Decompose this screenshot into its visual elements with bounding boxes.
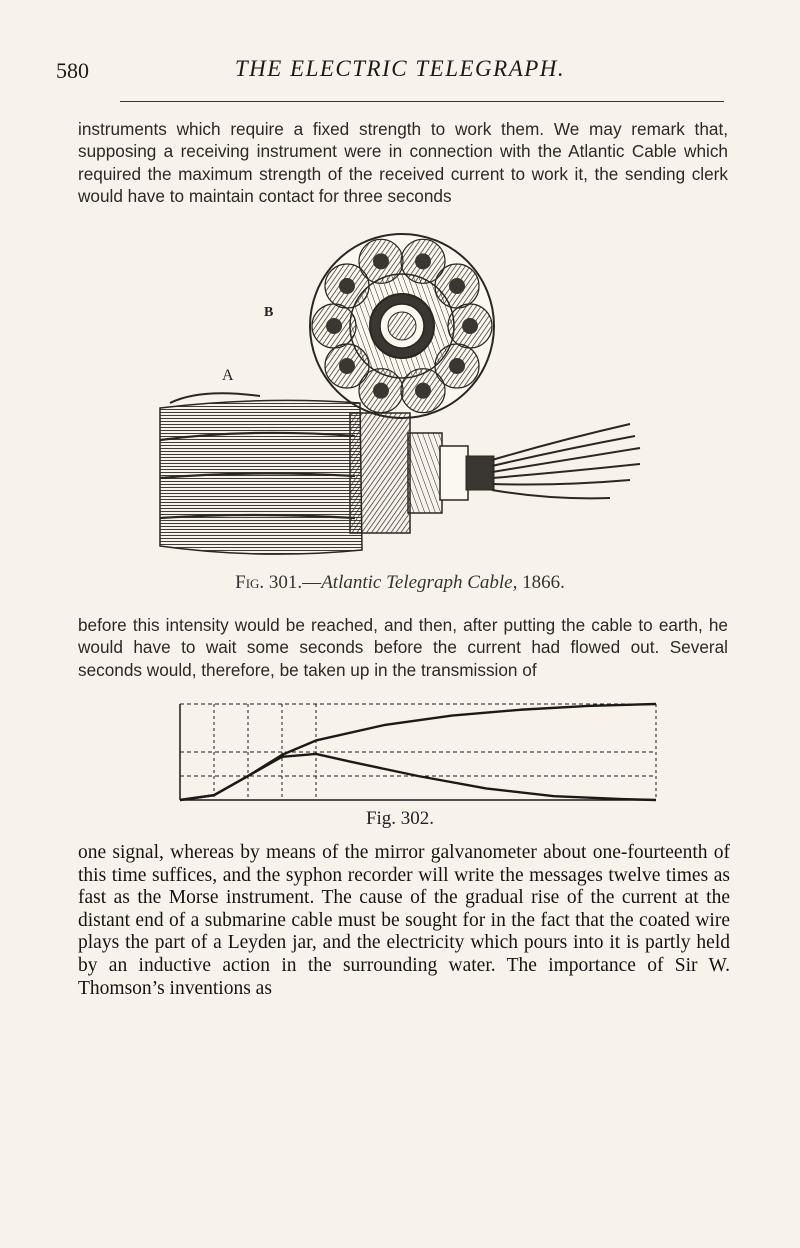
cable-strand-core <box>339 278 355 294</box>
cable-strand-core <box>415 253 431 269</box>
figure-302-caption: Fig. 302. <box>365 808 435 829</box>
paragraph-1: instruments which require a fixed strength to work them. We may remark that, supposing a receiving instrument were in connection with the Atlantic Cable which required the maximum strength of the received current to work it, the sending clerk would have to maintain contact for three seconds <box>78 119 728 207</box>
cable-strand-core <box>373 383 389 399</box>
figure-301-caption-title: Atlantic Telegraph Cable, <box>321 572 518 593</box>
figure-301-caption-prefix: Fig. 301.— <box>235 572 322 593</box>
running-title: THE ELECTRIC TELEGRAPH. <box>234 56 566 81</box>
cable-strand-core <box>462 318 478 334</box>
paragraph-2: before this intensity would be reached, and then, after putting the cable to earth, he would have to wait some seconds before the current had flowed out. Several seconds would, therefore, be taken up in the transmission of <box>78 615 728 680</box>
figure-301-caption <box>0 572 800 594</box>
current-intensity-chart <box>100 694 700 804</box>
cable-cross-section <box>310 234 494 418</box>
page-number: 580 <box>56 58 89 83</box>
cable-strand-core <box>449 278 465 294</box>
cable-strand-core <box>373 253 389 269</box>
label-a: A <box>222 367 234 384</box>
cable-strand-core <box>339 358 355 374</box>
series-line-1 <box>180 754 656 800</box>
atlantic-cable-illustration <box>140 228 660 573</box>
cable-strand-core <box>449 358 465 374</box>
header-rule <box>120 101 724 102</box>
cable-strand-core <box>415 383 431 399</box>
cable-side-view <box>160 393 640 554</box>
label-b: B <box>264 305 274 320</box>
cable-strand-core <box>326 318 342 334</box>
paragraph-3: one signal, whereas by means of the mirror galvanometer about one-fourteenth of this time suffices, and the syphon recorder will write the messages twelve times as fast as the Morse instrument. The cause of the gradual rise of the current at the distant end of a submarine cable must be sought for in the fact that the coated wire plays the part of a Leyden jar, and the electricity which pours into it is partly held by an inductive action in the surrounding water. The importance of Sir W. Thomson’s inventions as <box>78 842 730 999</box>
figure-301-caption-year: 1866. <box>517 572 565 593</box>
